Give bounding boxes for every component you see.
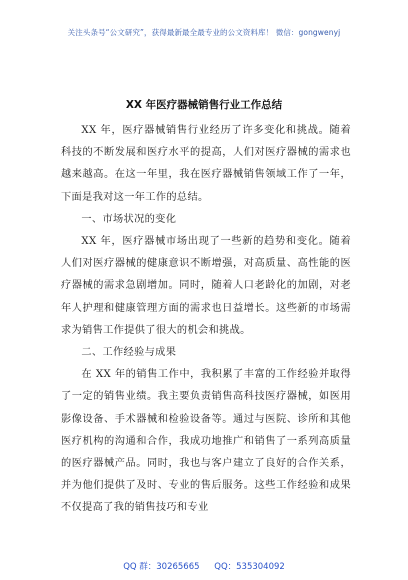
document-title: XX 年医疗器械销售行业工作总结: [125, 99, 283, 111]
footer-contact: [0, 560, 408, 572]
section-heading-experience: 二、工作经验与成果: [81, 347, 177, 359]
footer-qq: QQ：535304092: [214, 562, 285, 572]
footer-qq-group: QQ 群：30265665: [123, 562, 200, 572]
section-heading-market: 一、市场状况的变化: [81, 213, 177, 225]
paragraph-experience: 在 XX 年的销售工作中，我积累了丰富的工作经验并取得了一定的销售业绩。我主要负责销售高科技医疗器械，如医用影像设备、手术器械和检验设备等。通过与医院、诊所和其他医疗机构的沟通和合作，我成功地推广和销售了一系列高质量的医疗器械产品。同时，我也与客户建立了良好的合作关系，并为他们提供了及时、专业的售后服务。这些工作经验和成果不仅提高了我的销售技巧和专业: [61, 369, 351, 514]
document-body: [61, 120, 351, 520]
paragraph-market: XX 年，医疗器械市场出现了一些新的趋势和变化。随着人们对医疗器械的健康意识不断增强，对高质量、高性能的医疗器械的需求急剧增加。同时，随着人口老龄化的加剧，对老年人护理和健康管理方面的需求也日益增长。这些新的市场需求为销售工作提供了很大的机会和挑战。: [61, 236, 351, 336]
header-promo-note: 关注头条号“公文研究”，获得最新最全最专业的公文资料库！ 微信：gongwenyj: [67, 28, 341, 37]
paragraph-intro: XX 年，医疗器械销售行业经历了许多变化和挑战。随着科技的不断发展和医疗水平的提高，人们对医疗器械的需求也越来越高。在这一年里，我在医疗器械销售领域工作了一年，下面是我对这一年工作的总结。: [61, 125, 351, 203]
